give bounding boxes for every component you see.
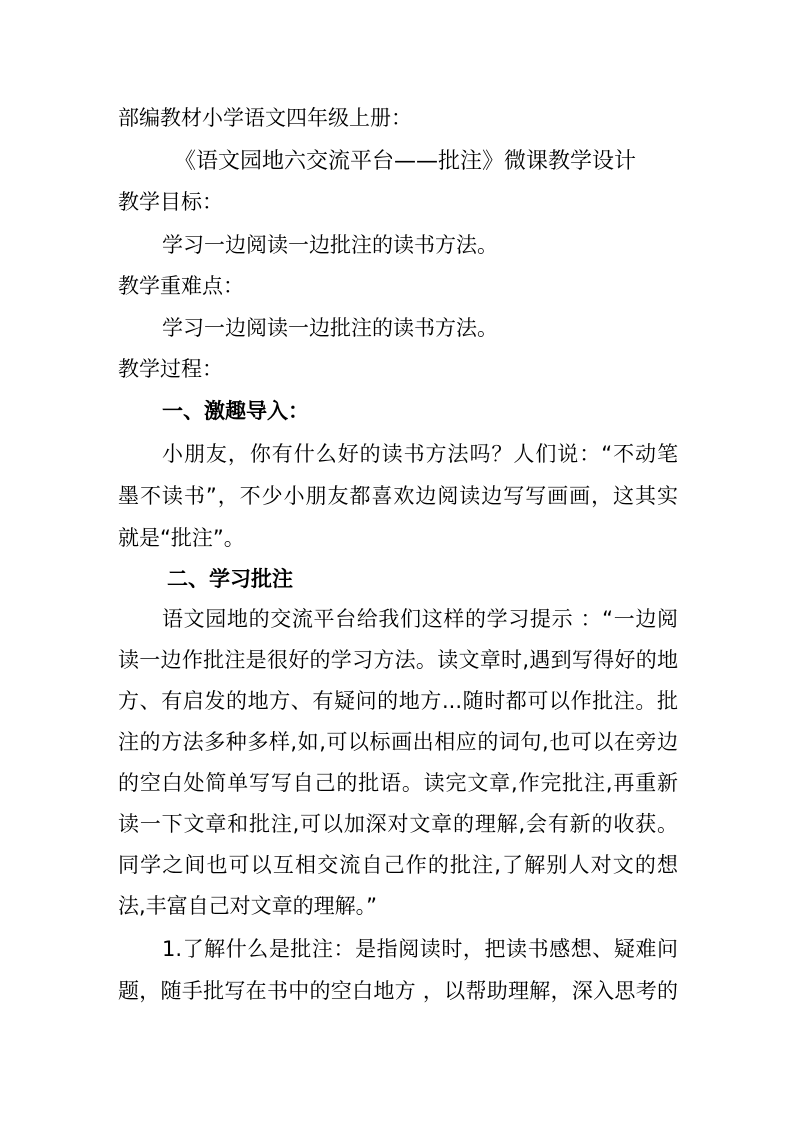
key-points-text: 学习一边阅读一边批注的读书方法。 xyxy=(162,316,498,340)
paragraph-line: 小朋友，你有什么好的读书方法吗？人们说：“不动笔 xyxy=(162,442,678,466)
paragraph-line: 读一边作批注是很好的学习方法。读文章时,遇到写得好的地 xyxy=(118,648,678,672)
section1-heading: 一、激趣导入： xyxy=(162,399,309,423)
paragraph-line: 同学之间也可以互相交流自己作的批注,了解别人对文的想 xyxy=(118,853,678,877)
paragraph-line: 的空白处简单写写自己的批语。读完文章,作完批注,再重新 xyxy=(118,771,678,795)
paragraph-line: 方、有启发的地方、有疑问的地方...随时都可以作批注。批 xyxy=(118,689,678,713)
paragraph-line: 墨不读书”，不少小朋友都喜欢边阅读边写写画画，这其实 xyxy=(118,484,678,508)
key-points-heading: 教学重难点： xyxy=(118,274,244,298)
paragraph-line: 题，随手批写在书中的空白地方 ，以帮助理解，深入思考的 xyxy=(118,979,678,1003)
objective-heading: 教学目标： xyxy=(118,190,223,214)
paragraph-line: 法,丰富自己对文章的理解。” xyxy=(118,894,378,918)
document-header: 部编教材小学语文四年级上册： xyxy=(118,106,412,130)
section2-heading: 二、学习批注 xyxy=(167,567,293,591)
objective-text: 学习一边阅读一边批注的读书方法。 xyxy=(162,233,498,257)
document-title: 《语文园地六交流平台——批注》微课教学设计 xyxy=(174,149,637,174)
paragraph-line: 1.了解什么是批注：是指阅读时，把读书感想、疑难问 xyxy=(162,937,678,961)
paragraph-line: 语文园地的交流平台给我们这样的学习提示 ：“一边阅 xyxy=(162,607,678,631)
process-heading: 教学过程： xyxy=(118,357,223,381)
paragraph-line: 读一下文章和批注,可以加深对文章的理解,会有新的收获。 xyxy=(118,812,678,836)
paragraph-line: 注的方法多种多样,如,可以标画出相应的词句,也可以在旁边 xyxy=(118,730,678,754)
paragraph-line: 就是“批注”。 xyxy=(118,526,245,550)
